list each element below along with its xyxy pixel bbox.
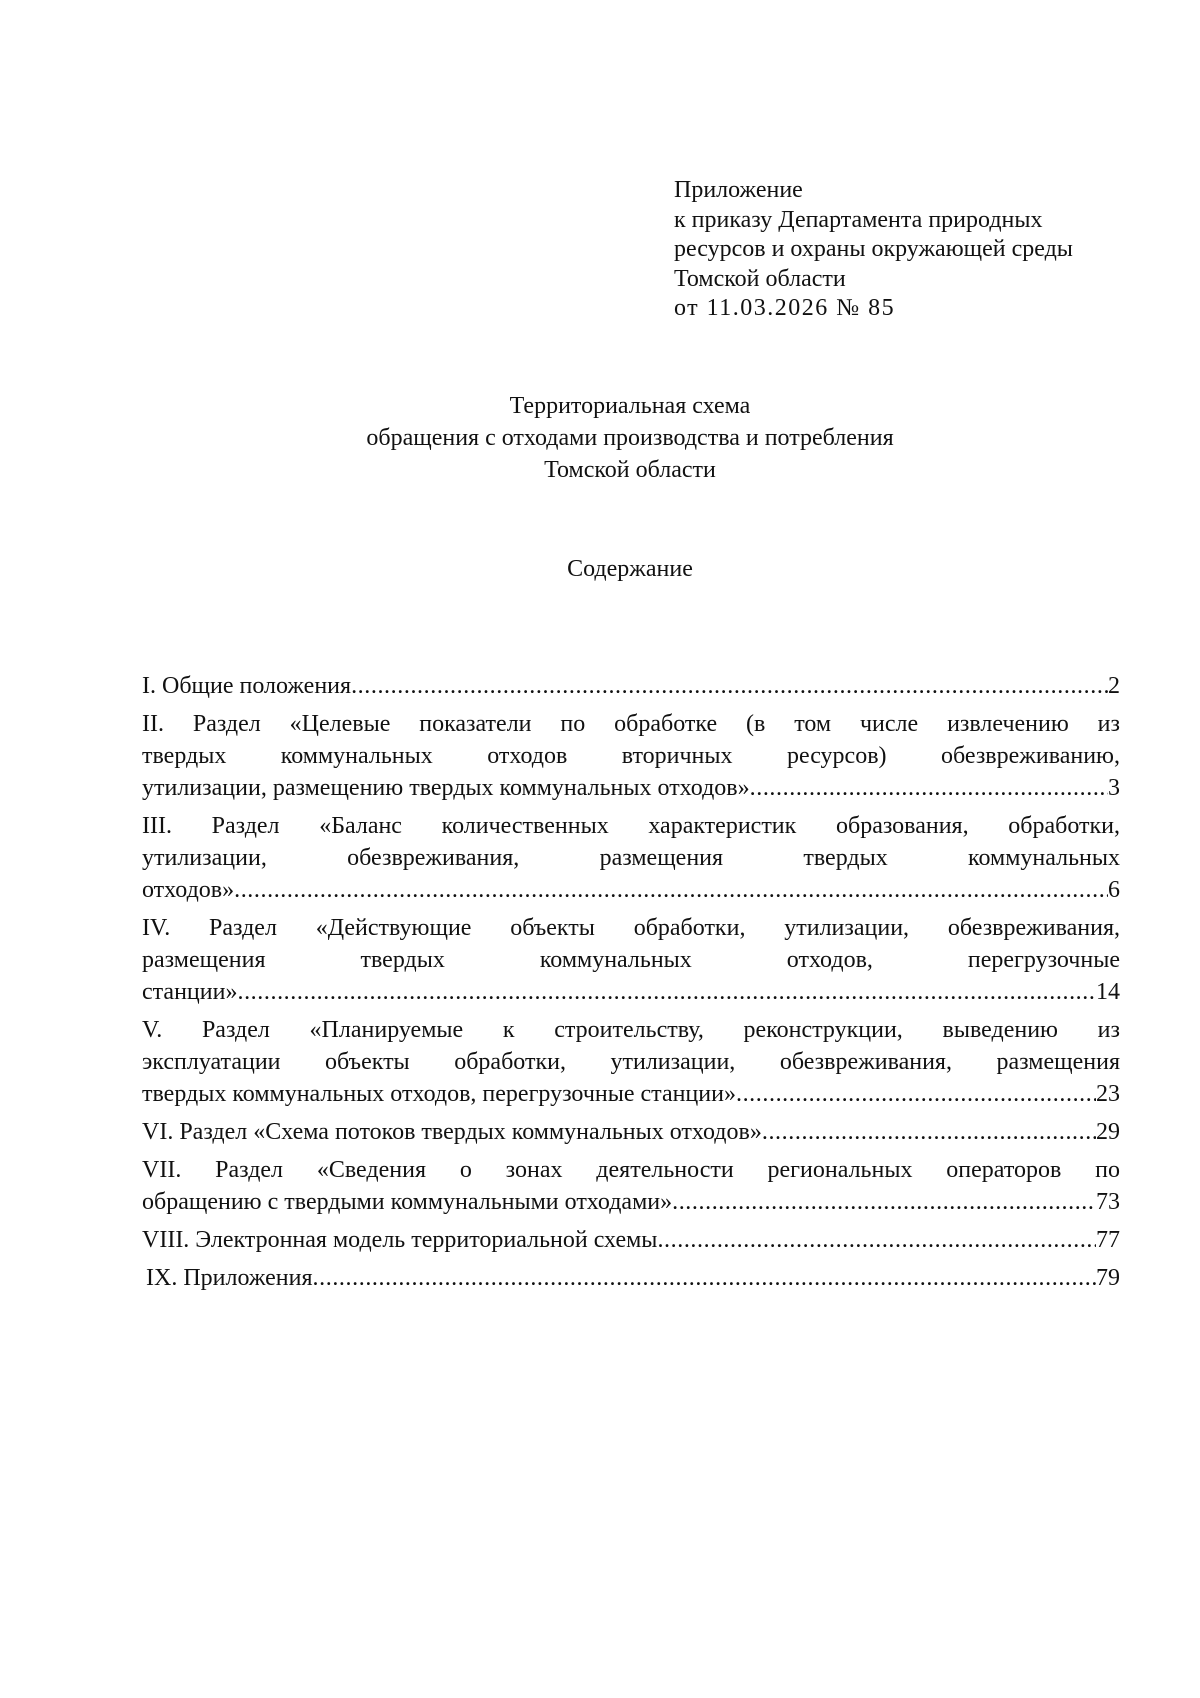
toc-entry bbox=[142, 810, 1120, 906]
toc-entry-title: твердых коммунальных отходов, перегрузочные станции» bbox=[142, 1081, 736, 1107]
toc-entry-last-line bbox=[142, 1262, 1120, 1294]
toc-entry-line: твердых коммунальных отходов вторичных ресурсов) обезвреживанию, bbox=[142, 743, 1120, 769]
toc-entry-title: VI. Раздел «Схема потоков твердых коммунальных отходов» bbox=[142, 1119, 762, 1145]
toc-page-number: 3 bbox=[1108, 775, 1120, 801]
toc-heading: Содержание bbox=[567, 556, 693, 582]
toc-entry-title: VIII. Электронная модель территориальной схемы bbox=[142, 1227, 658, 1253]
toc-entry bbox=[142, 1116, 1120, 1148]
toc-entry bbox=[142, 1224, 1120, 1256]
appendix-label: Приложение bbox=[674, 177, 803, 203]
toc-entry-last-line bbox=[142, 772, 1120, 804]
toc-entry-last-line bbox=[142, 976, 1120, 1008]
toc-entry-title: станции» bbox=[142, 979, 238, 1005]
toc-entry bbox=[142, 1014, 1120, 1110]
appendix-order-date-number: от 11.03.2026 № 85 bbox=[674, 295, 896, 321]
toc-entry-last-line bbox=[142, 874, 1120, 906]
toc-entry-line: IV. Раздел «Действующие объекты обработки, утилизации, обезвреживания, bbox=[142, 915, 1120, 941]
dot-leader bbox=[750, 772, 1108, 804]
toc-page-number: 14 bbox=[1096, 979, 1120, 1005]
toc-entry-title: утилизации, размещению твердых коммунальных отходов» bbox=[142, 775, 750, 801]
appendix-region: Томской области bbox=[674, 265, 846, 292]
toc-entry bbox=[142, 1262, 1120, 1294]
toc-page-number: 77 bbox=[1096, 1227, 1120, 1253]
dot-leader bbox=[657, 1224, 1096, 1256]
appendix-order-ref: к приказу Департамента природных bbox=[674, 206, 1043, 233]
toc-entry-line: VII. Раздел «Сведения о зонах деятельности региональных операторов по bbox=[142, 1157, 1120, 1183]
dot-leader bbox=[234, 874, 1108, 906]
toc-entry-title: отходов» bbox=[142, 877, 235, 903]
toc-page-number: 6 bbox=[1108, 877, 1120, 903]
dot-leader bbox=[762, 1116, 1096, 1148]
document-title bbox=[0, 390, 1200, 486]
toc-page-number: 29 bbox=[1096, 1119, 1120, 1145]
toc-entry-line: II. Раздел «Целевые показатели по обработке (в том числе извлечению из bbox=[142, 711, 1120, 737]
toc-entry bbox=[142, 670, 1120, 702]
toc-entry-last-line bbox=[142, 1224, 1120, 1256]
appendix-department: ресурсов и охраны окружающей среды bbox=[674, 236, 1073, 262]
toc-page-number: 2 bbox=[1108, 673, 1120, 699]
document-title-line-3: Томской области bbox=[544, 457, 716, 483]
toc-entry-title: IX. Приложения bbox=[146, 1265, 313, 1291]
appendix-block bbox=[674, 176, 1073, 324]
dot-leader bbox=[736, 1078, 1096, 1110]
toc-entry-last-line bbox=[142, 1078, 1120, 1110]
toc-page-number: 79 bbox=[1096, 1265, 1120, 1291]
toc-entry-title: I. Общие положения bbox=[142, 673, 352, 699]
toc-entry-line: III. Раздел «Баланс количественных характеристик образования, обработки, bbox=[142, 813, 1120, 839]
toc-entry-line: утилизации, обезвреживания, размещения твердых коммунальных bbox=[142, 845, 1120, 871]
toc-page-number: 73 bbox=[1096, 1189, 1120, 1215]
toc-entry-last-line bbox=[142, 1116, 1120, 1148]
dot-leader bbox=[351, 670, 1108, 702]
toc-entry-last-line bbox=[142, 1186, 1120, 1218]
toc-entry-last-line bbox=[142, 670, 1120, 702]
toc-entry bbox=[142, 708, 1120, 804]
toc-entry-line: эксплуатации объекты обработки, утилизации, обезвреживания, размещения bbox=[142, 1049, 1120, 1075]
document-title-line-2: обращения с отходами производства и потребления bbox=[366, 425, 894, 451]
toc-entry bbox=[142, 912, 1120, 1008]
table-of-contents bbox=[142, 670, 1120, 1300]
toc-entry-line: размещения твердых коммунальных отходов, перегрузочные bbox=[142, 947, 1120, 973]
dot-leader bbox=[672, 1186, 1096, 1218]
toc-entry-line: V. Раздел «Планируемые к строительству, реконструкции, выведению из bbox=[142, 1017, 1120, 1043]
document-title-line-1: Территориальная схема bbox=[509, 393, 751, 419]
toc-entry bbox=[142, 1154, 1120, 1218]
dot-leader bbox=[313, 1262, 1096, 1294]
dot-leader bbox=[237, 976, 1096, 1008]
toc-page-number: 23 bbox=[1096, 1081, 1120, 1107]
toc-entry-title: обращению с твердыми коммунальными отходами» bbox=[142, 1189, 673, 1215]
